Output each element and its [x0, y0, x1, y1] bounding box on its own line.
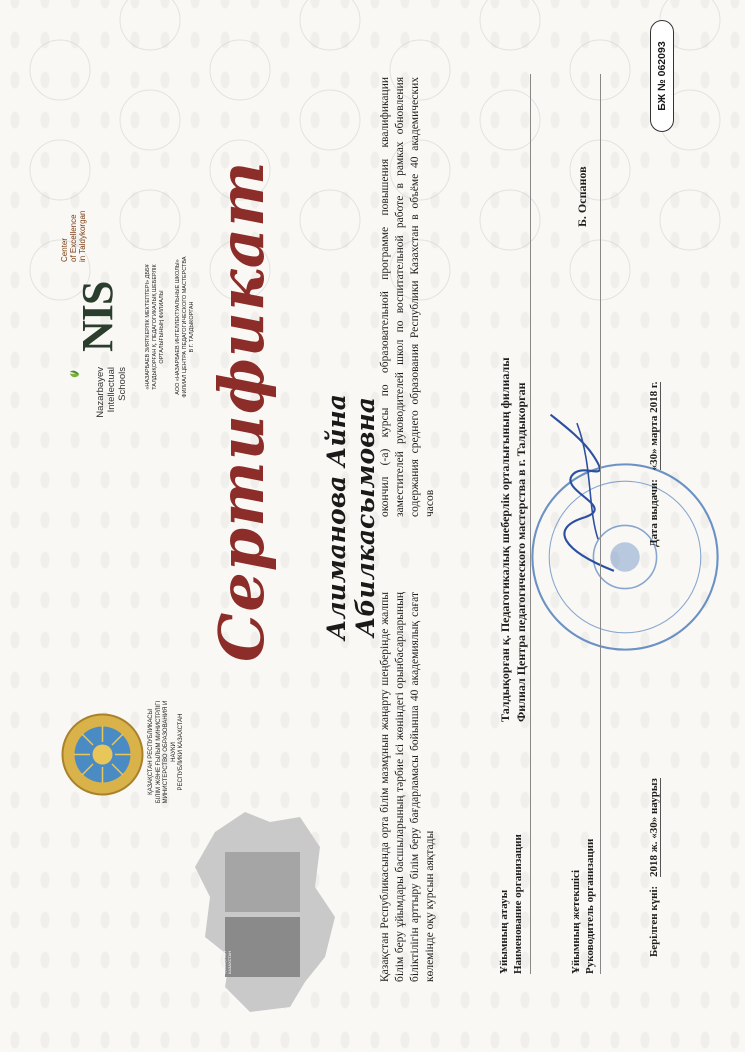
recipient-name: Алиманова Айна Абилкасымовна	[322, 394, 380, 640]
kazakhstan-map-icon	[190, 807, 340, 1017]
signer-name: Б. Оспанов	[575, 166, 589, 227]
nis-center-3: in Taldykorgan	[78, 210, 87, 262]
head-label-kz: Ұйымның жетекшісі	[570, 870, 582, 974]
nis-org-kz-2: ТАЛДЫҚОРҒАН Қ. ПЕДАГОГИКАЛЫҚ ШЕБЕРЛІК	[152, 264, 158, 390]
issue-label-kz: Берілген күні:	[648, 885, 660, 957]
nis-org-kz-3: ОРТАЛЫҒЫНЫҢ ФИЛИАЛЫ	[159, 290, 165, 364]
issue-date-ru: «30» марта 2018 г.	[648, 381, 660, 471]
map-text-ru: КАЗАХСТАН	[227, 950, 232, 974]
org-value-kz: Талдықорған қ. Педагогикалық шеберлік орталығының филиалы	[498, 357, 512, 722]
org-label-kz: Ұйымның атауы	[498, 889, 510, 974]
ministry-line-2: БІЛІМ ЖӘНЕ ҒЫЛЫМ МИНИСТРЛІГІ	[155, 700, 162, 804]
ministry-line-4: РЕСПУБЛИКИ КАЗАХСТАН	[178, 713, 184, 791]
nis-center-1: Center	[60, 237, 69, 262]
head-label-ru: Руководитель организации	[584, 838, 596, 974]
signature-icon	[540, 412, 635, 582]
nis-wordmark	[95, 367, 128, 432]
ministry-line-3: МИНИСТЕРСТВО ОБРАЗОВАНИЯ И НАУКИ	[163, 700, 177, 804]
map-caption	[222, 834, 232, 974]
nis-word-1: Nazarbayev	[95, 367, 106, 418]
head-divider	[600, 74, 601, 974]
certificate-title: Сертификат	[205, 160, 278, 662]
org-value-ru: Филиал Центра педагогического мастерства в г. Талдыкорган	[514, 382, 528, 722]
ministry-caption	[148, 692, 186, 812]
issue-date-kz: 2018 ж. «30» наурыз	[648, 778, 660, 878]
nis-org-kz-1: «НАЗАРБАЕВ ЗИЯТКЕРЛІК МЕКТЕПТЕРІ» ДББҰ	[145, 264, 151, 390]
issue-block-kz	[648, 778, 660, 957]
state-emblem-icon	[60, 712, 145, 797]
nis-org-ru-2: ФИЛИАЛ ЦЕНТРА ПЕДАГОГИЧЕСКОГО МАСТЕРСТВА	[182, 256, 188, 398]
nis-center-caption	[60, 202, 87, 262]
body-text-kz: Қазақстан Республикасында орта білім мазмұнын жаңарту шеңберінде жалпы білім беру ұйымдары басшыларының тәрбие ісі жөніндегі орынбасарларының біліктілігін арттыру білім беру бағдарламасы бойынша 40 академиялық сағат көлемінде оқу курсын аяқтады	[379, 592, 436, 982]
issue-label-ru: Дата выдачи:	[648, 479, 660, 547]
nis-org-ru-3: В Г. ТАЛДЫКОРГАН	[189, 301, 195, 353]
map-text-kz: ҚАЗАҚСТАН	[222, 951, 227, 974]
nis-letters: NIS	[73, 281, 122, 352]
nis-word-3: Schools	[117, 367, 128, 401]
nis-center-2: of Excellence	[69, 214, 78, 262]
body-text-ru: окончил (-а) курсы по образовательной программе повышения квалификации заместителей руководителей школ по воспитательной работе в рамках обновления содержания среднего образования Республики Казахстан в объёме 40 академических часов	[379, 77, 436, 517]
serial-number: БЖ № 062093	[650, 20, 674, 132]
issue-block-ru	[648, 382, 660, 547]
ministry-line-1: ҚАЗАҚСТАН РЕСПУБЛИКАСЫ	[148, 709, 154, 795]
nis-word-2: Intellectual	[106, 367, 117, 413]
org-label-ru: Наименование организации	[512, 834, 524, 974]
nis-org-ru	[175, 232, 196, 422]
nis-org-kz	[145, 232, 166, 422]
nis-org-ru-1: АОО «НАЗАРБАЕВ ИНТЕЛЛЕКТУАЛЬНЫЕ ШКОЛЫ»	[175, 259, 181, 395]
